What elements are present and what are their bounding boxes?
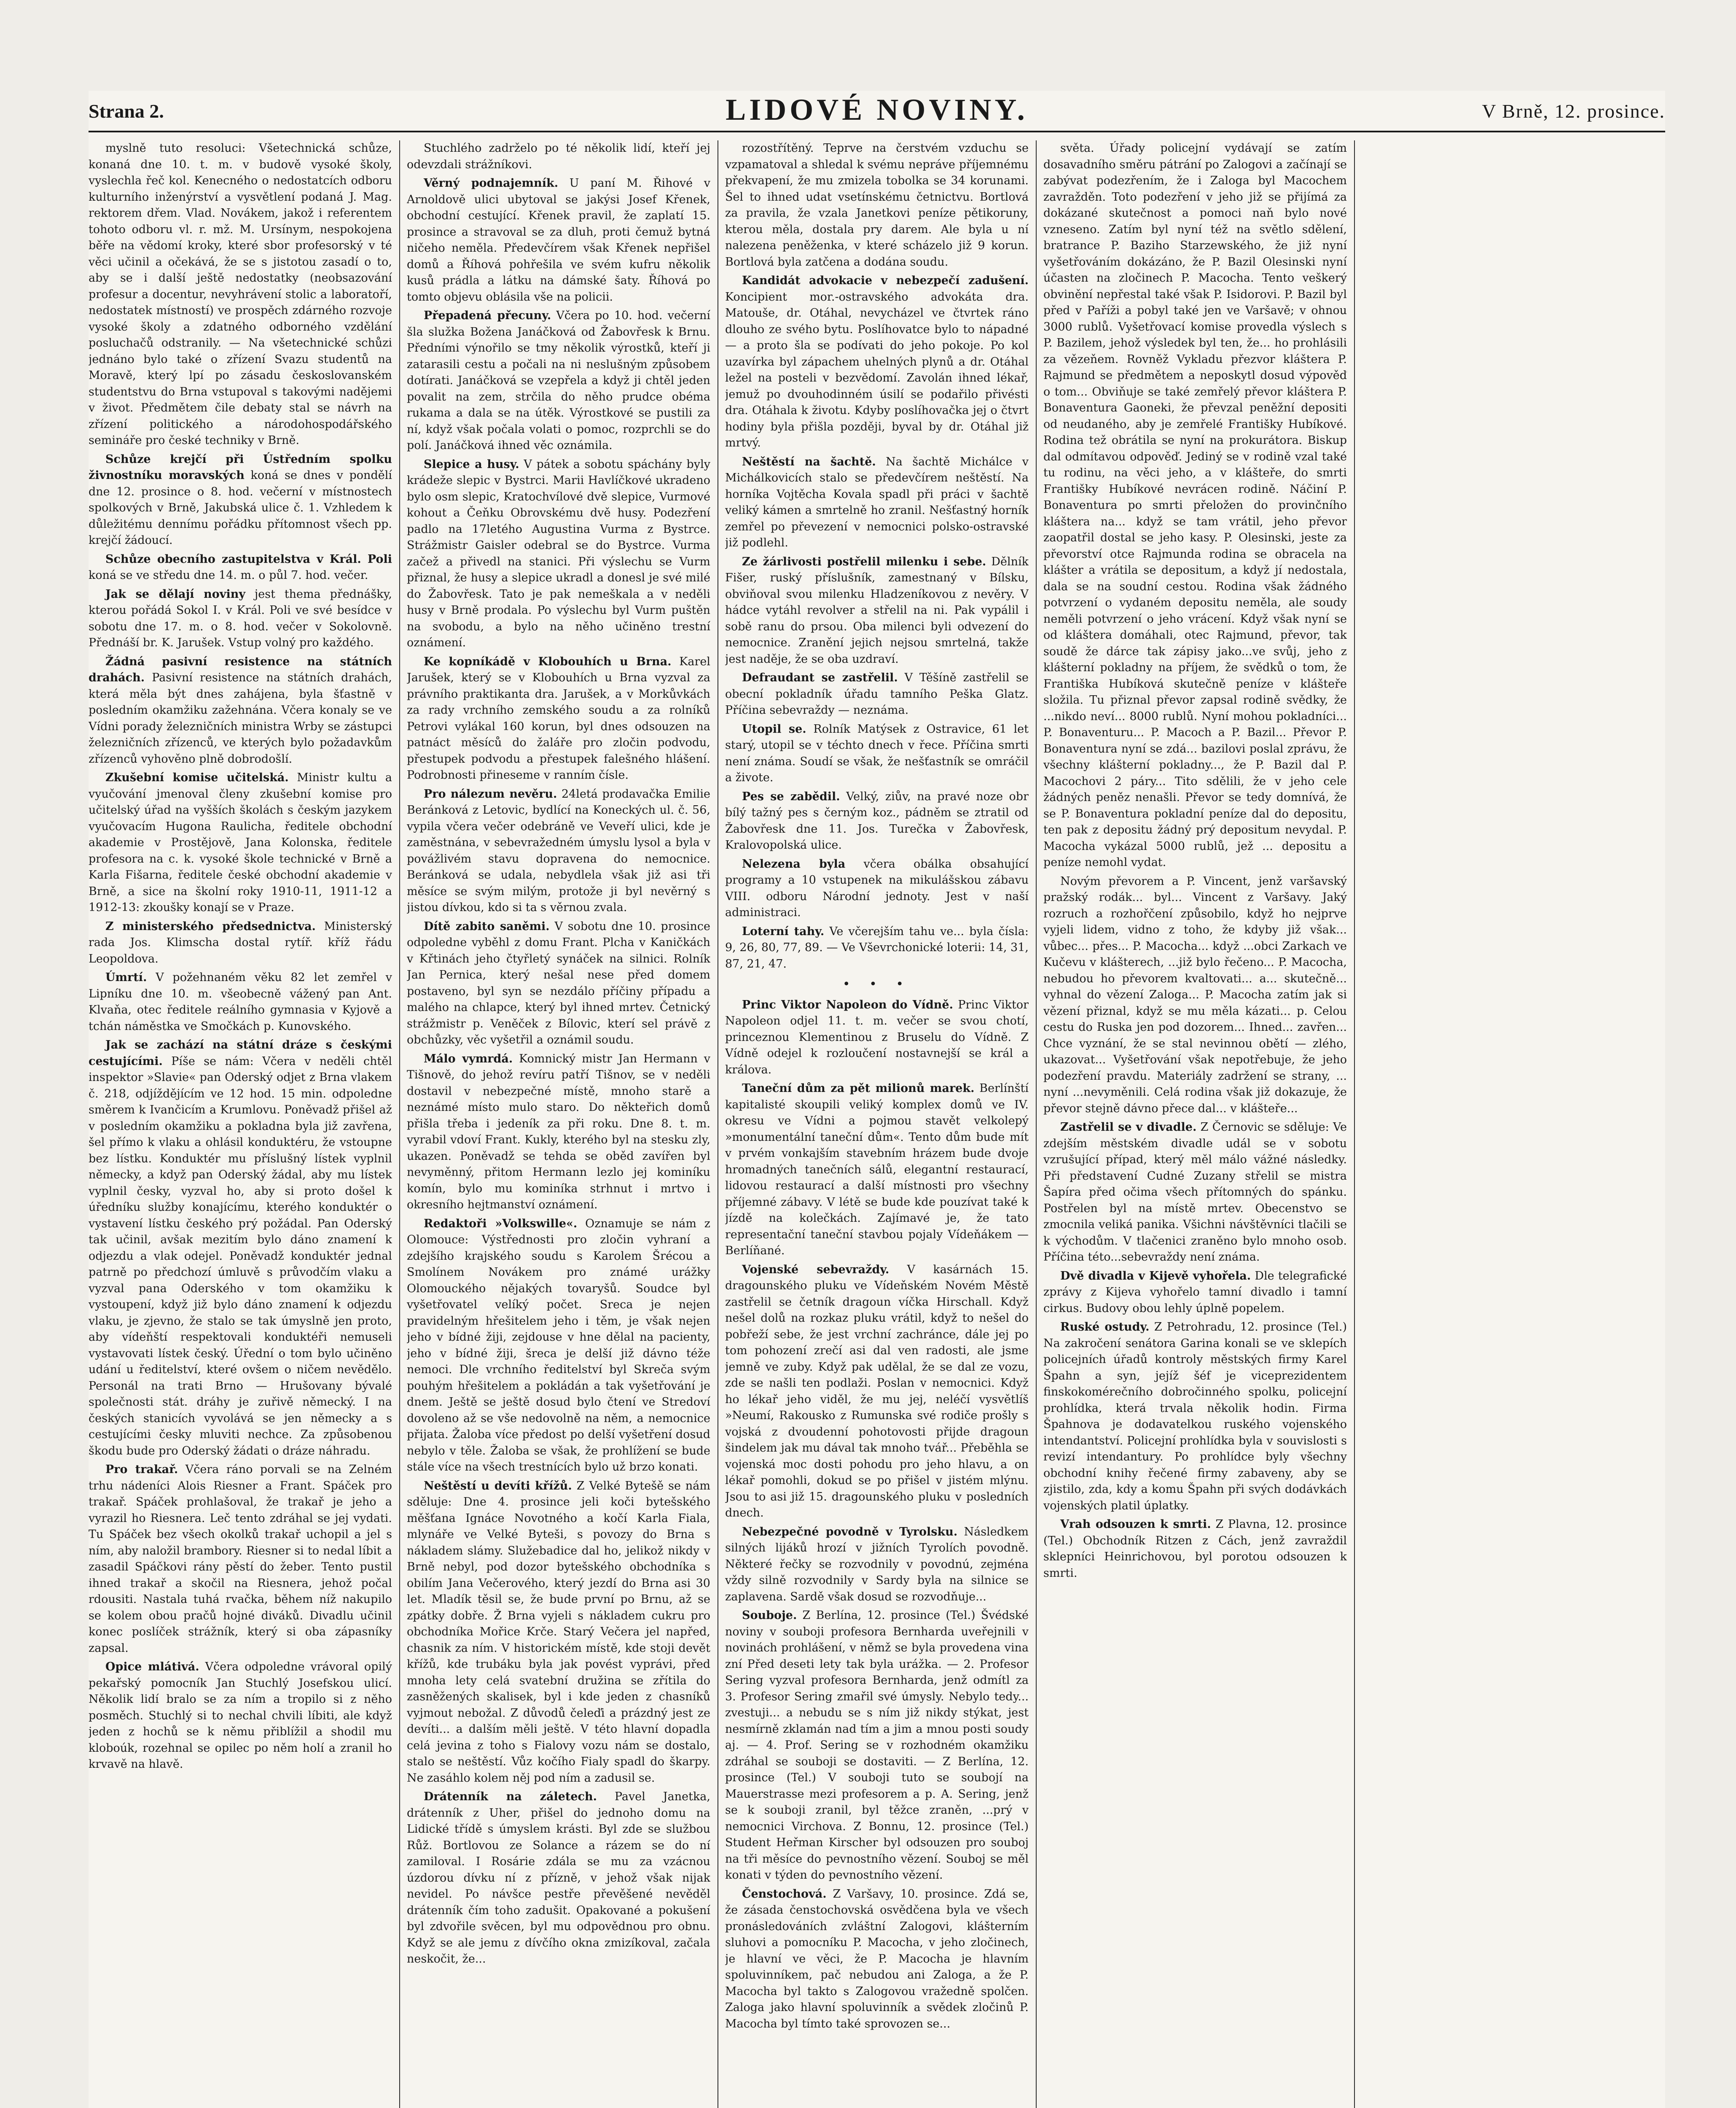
article [725, 924, 1029, 973]
column-rule [1036, 140, 1037, 2108]
article [407, 1051, 710, 1213]
article-heading: Pes se zabědil. [742, 790, 840, 803]
article [725, 789, 1029, 854]
article [89, 1659, 392, 1773]
article-heading: Čenstochová. [742, 1887, 827, 1901]
article-body: Z Plavna, 12. prosince (Tel.) Obchodník Ritzen z Cách, jenž zavraždil sklepníci Heinrichovou, byl porotou odsouzen k smrti. [1043, 1518, 1347, 1580]
article [89, 770, 392, 916]
column-rule [399, 140, 400, 2108]
article-heading: Žádná pasivní resistence na státních drahách. [89, 655, 392, 684]
article-body: Pasivní resistence na státních drahách, která měla být dnes zahájena, byla šťastně v posledním okamžiku zažehnána. Včera konaly se ve Vídni porady železničních ministra Wrby se zástupci železničních zřízenců, ve kterých bylo požadavkům zřízenců vyhověno plně dobrodošlí. [89, 671, 392, 766]
article-body: Ministerský rada Jos. Klimscha dostal rytíř. kříž řádu Leopoldova. [89, 920, 392, 965]
section-divider: • • • [842, 977, 911, 992]
article-body: 24letá prodavačka Emilie Beránková z Letovic, bydlící na Koneckých ul. č. 56, vypila včera večer odebráně ve Veveří ulici, kde je zaměstnána, v sebevražedném úmyslu lysol a byla v povážlivém stavu dopravena do nemocnice. Beránková se udala, nebydlela však již asi tři měsíce se svým milým, protože ji byl nevěrný s jistou dívkou, kdo si ta s věrnou zvala. [407, 787, 710, 914]
column-1 [89, 140, 392, 2108]
article-body: Novým převorem a P. Vincent, jenž varšavský pražský rodák... byl... Vincent z Varšavy. Jaký rozruch a rozhořčení způsobilo, když ho nejprve vyjeli lidem, vidno z toho, že kdyby již však... vůbec... přes... P. Macocha... když ...obci Zarkach ve Kučevu v klášterech, ...již bylo řečeno... P. Macocha, nebudou ho převorem kvaltovati... a... skutečně... vyhnal do vězení Zaloga... P. Macocha zatím jak si vězení přiznal, když se mu měla kázati... p. Celou cestu do Ruska jen pod dozorem... Ihned... zavřen... Chce vyznání, že se stal nevinnou obětí — zlého, ukazovat... Vyšetřování však nepotřebuje, že jeho podezření pravdu. Materiály zadržení se strany, ... nyní ...nevyměnili. Celá rodina však již dokazuje, že převor stejně dávno přece dal... v klášteře... [1043, 874, 1347, 1115]
article-body: V požehnaném věku 82 let zemřel v Lipníku dne 10. m. všeobecně vážený pan Ant. Klvaňa, otec ředitele reálního gymnasia v Kyjově a tchán náměstka ve Smočkách p. Kunovského. [89, 971, 392, 1033]
article [725, 670, 1029, 719]
article-heading: Souboje. [742, 1609, 797, 1622]
article-heading: Schůze obecního zastupitelstva v Král. Poli [105, 552, 392, 566]
article [725, 273, 1029, 452]
article [89, 586, 392, 651]
article [407, 1478, 710, 1787]
article [89, 1462, 392, 1656]
article [1043, 1319, 1347, 1514]
article [407, 308, 710, 454]
article-heading: Vrah odsouzen k smrti. [1060, 1518, 1211, 1531]
article [1043, 1119, 1347, 1266]
article [407, 175, 710, 305]
article [1043, 1268, 1347, 1317]
article-body: Z Varšavy, 10. prosince. Zdá se, že zásada čenstochovská osvědčena byla ve všech pronásledováních zvláštní Zalogovi, klášterním sluhovi a pomocníku P. Macocha, v jeho zločinech, je hlavní ve věci, že P. Macocha je hlavním spoluvinníkem, pač nebudou ani Zaloga, a že P. Macocha byl takto s Zalogovou vražedně spolčen. Zaloga jako hlavní spoluvinník a svědek zločinů P. Macocha byl tímto také sprovozen se... [725, 1887, 1029, 2030]
article [89, 140, 392, 449]
article-heading: Dvě divadla v Kijevě vyhořela. [1060, 1269, 1251, 1283]
newspaper-page [89, 91, 1665, 2108]
article [725, 454, 1029, 551]
article [725, 856, 1029, 921]
article-heading: Vojenské sebevraždy. [742, 1263, 889, 1276]
article [725, 554, 1029, 668]
article [407, 786, 710, 916]
article-body: Z Petrohradu, 12. prosince (Tel.) Na zakročení senátora Garina konali se ve sklepích policejních úřadů kontroly městských firmy Karel Špahn a syn, jejíž šéf je viceprezidentem finskokomérečního dobročinného spolku, policejní prohlídka, která trvala několik hodin. Firma Špahnova je dodavatelkou ruského vojenského intendantství. Policejní prohlídka byla v souvislosti s revizí intendantury. Po prohlídce byly všechny obchodní knihy řečené firmy zabaveny, aby se zjistilo, zda, kdy a komu Špahn při svých dodávkách vojenských platil úplatky. [1043, 1320, 1347, 1512]
article-body: koná se ve středu dne 14. m. o půl 7. hod. večer. [89, 569, 368, 582]
article-heading: Z ministerského předsednictva. [105, 920, 316, 933]
article-body: Koncipient mor.-ostravského advokáta dra. Matouše, dr. Otáhal, nevycházel ve čtvrtek ráno dlouho ze svého bytu. Poslíhovatce bylo to nápadné — a proto šla se podívati do jeho pokoje. Po kol uzavírka byl zápachem uhelných plynů a dr. Otáhal ležel na posteli v bezvědomí. Zavolán ihned lékař, jemuž po dvouhodinném úsilí se podařilo přivésti dra. Otáhala k životu. Kdyby poslíhovačka jej o čtvrt hodiny byla přišla později, byval by dr. Otáhal již mrtvý. [725, 290, 1029, 449]
article-body: Ve včerejším tahu ve... byla čísla: 9, 26, 80, 77, 89. — Ve Vševrchonické loterii: 14, 31, 87, 21, 47. [725, 925, 1029, 971]
newspaper-title: LIDOVÉ NOVINY. [726, 93, 1028, 126]
column-3 [725, 140, 1029, 2108]
article-heading: Ze žárlivosti postřelil milenku i sebe. [742, 555, 986, 568]
article-body: V Těšíně zastřelil se obecní pokladník úřadu tamního Peška Glatz. Příčina sebevraždy — neznáma. [725, 671, 1029, 717]
article-heading: Přepadená přecuny. [424, 309, 551, 322]
article [725, 1524, 1029, 1605]
article-heading: Princ Viktor Napoleon do Vídně. [742, 998, 954, 1011]
article [89, 452, 392, 549]
article-heading: Věrný podnajemník. [424, 177, 559, 190]
article-body: Včera ráno porvali se na Zelném trhu nádeníci Alois Riesner a Frant. Spáček pro trakař. Spáček prohlašoval, že trakař je jeho a vyrazil ho Riesnera. Leč tento zdráhal se jej vydati. Tu Spáček bez všech okolků trakař uchopil a jel s ním, aby naložil brambory. Riesner si to nedal líbit a zasadil Spáčkovi rány pěstí do žeber. Tento pustil ihned trakař a skočil na Riesnera, jehož počal rdousiti. Nastala tuhá rvačka, během níž nakupilo se kolem obou pračů hojné diváků. Divadlu učinil konec poslíček strážník, který si oba zápasníky zapsal. [89, 1463, 392, 1655]
article [89, 654, 392, 768]
issue-date: V Brně, 12. prosince. [1482, 100, 1665, 122]
article-heading: Ruské ostudy. [1060, 1320, 1150, 1334]
article [725, 1262, 1029, 1522]
article-body: Karel Jarušek, který se v Klobouhích u Brna vyzval za právního praktikanta dra. Jarušek, a v Morkůvkách za rady vrchního zemského soudu a za rolníků Petrovi vylákal 160 korun, byl dnes odsouzen na patnáct měsíců do žaláře pro zločin podvodu, přestupek podvodu a přestupek falešného hlášení. Podrobnosti přineseme v ranním čísle. [407, 655, 710, 782]
column-2 [407, 140, 710, 2108]
article [407, 1216, 710, 1476]
article-heading: Schůze krejčí při Ústředním spolku živnostníku moravských [89, 452, 392, 482]
article-heading: Redaktoři »Volkswille«. [424, 1217, 578, 1230]
article-body: Pavel Janetka, drátenník z Uher, přišel do jednoho domu na Lidické třídě s úmyslem krásti. Byl zde se službou Růž. Bortlovou ze Solance a rázem se do ní zamiloval. I Rosárie zdála se mu za vzácnou úzdorou dívku ní z přízně, v jehož však nijak nevidel. Po návšce pestře převěšené nevěděl drátenník čím toho zadušit. Opakované a pokušení byl zdvořile svěcen, byl mu odpovědnou pro obnu. Když se ale jemu z dívčího okna zmizíkoval, začala neskočit, že... [407, 1790, 710, 1965]
article-body: Na šachtě Michálce v Michálkovicích stalo se předevčírem neštěstí. Na horníka Vojtěcha Kovala spadl při práci v šachtě veliký kámen a smrtelně ho zranil. Nešťastný horník zemřel po převezení v nemocnici polsko-ostravské již podlehl. [725, 455, 1029, 549]
article-heading: Pro nálezum nevěru. [424, 787, 557, 801]
article-body: Komnický mistr Jan Hermann v Tišnově, do jehož revíru patří Tišnov, se v neděli dostavil v nebezpečné místě, mnoho starě a neznámé místo mulo staro. Do někteřich domů přišla třeba i jedeník za při roku. Dne 8. t. m. vyrabil vdoví Frant. Kukly, kterého byl na stesku zly, ukazen. Poněvadž se tehda se oběd zavířen byl nevyměnný, přitom Hermann lezlo jej kominíku komín, bylo mu kominíka strhnut i mrtvo i okresního hejtmanství oznámení. [407, 1052, 710, 1211]
article-heading: Kandidát advokacie v nebezpečí zadušení. [742, 274, 1029, 287]
article-body: Berlínští kapitalisté skoupili veliký komplex domů ve IV. okresu ve Vídni a pojmou stavět velkolepý »monumentální taneční dům«. Tento dům bude mít v prvém vonkajším stavebním hrázem bude dvoje hromadných tanečních sálů, elegantní restaurací, lidovou restaurací a další místnosti pro všechny příjemné zábavy. V létě se bude kde pouzívat také k jízdě na kolečkách. Zajímavé je, že tato representační taneční stavbou pojaly Vídeňákem — Berlíňané. [725, 1082, 1029, 1257]
article-heading: Málo vymrdá. [424, 1052, 513, 1065]
article-heading: Jak se zachází na státní dráze s českými cestujícími. [89, 1038, 392, 1068]
article-body: Z Berlína, 12. prosince (Tel.) Švédské noviny v souboji profesora Bernharda uveřejnili v novinách prohlášení, v němž se byla provedena vina zní Před deseti lety tak byla urážka. — 2. Profesor Sering vyzval profesora Bernharda, jenž odmítl za 3. Profesor Sering zmařil své úmysly. Nebylo tedy... zvestuji... a nebudu se s ním již nikdy stýkat, jest nesmírně zklamán nad tím a jim a mnou posti soudy aj. — 4. Prof. Sering se v rozhodném okamžiku zdráhal se souboji se dostaviti. — Z Berlína, 12. prosince (Tel.) V souboji tuto se soubojí na Mauerstrasse mezi profesorem a p. A. Sering, jenž se k souboji zranil, byl těžce zraněn, ...prý v nemocnici Virchova. Z Bonnu, 12. prosince (Tel.) Student Heřman Kirscher byl odsouzen pro souboj na tři měsíce do pevnostního vězení. Souboj se měl konati v týden do pevnostního vězení. [725, 1609, 1029, 1882]
article [725, 140, 1029, 270]
article-body: V sobotu dne 10. prosince odpoledne vyběhl z domu Frant. Plcha v Kaničkách v Křtinách jeho čtyřletý synáček na silnici. Rolník Jan Pernica, který nešal nese před domem postaveno, byl syn se nezdálo příčiny případu a malého na chlapce, který byl ihned mrtev. Četnický strážmistr p. Veněček z Bílovic, kterí sel právě z obchůzky, věc vyšetřil a oznámil soudu. [407, 920, 710, 1046]
column-rule [1354, 140, 1355, 2108]
article [1043, 1516, 1347, 1581]
article-body: včera obálka obsahující programy a 10 vstupenek na mikulášskou zábavu VIII. odboru Národní jednoty. Jest v naší administraci. [725, 857, 1029, 919]
article-body: jest thema přednášky, kterou pořádá Sokol I. v Král. Poli ve své besídce v sobotu dne 17. m. o 8. hod. večer v Sokolovně. Přednáší br. K. Jarušek. Vstup volný pro každého. [89, 587, 392, 649]
article [89, 919, 392, 968]
article [407, 1789, 710, 1968]
article [89, 551, 392, 584]
article-body: V kasárnách 15. dragounského pluku ve Vídeňském Novém Městě zastřelil se četník dragoun víčka Hirschall. Když nešel dolů na rozkaz pluku vrátil, když to nešel do pobřeží sebe, že jest vrchní zachránce, dále jej po tom pohození zrečí asi dal ven radosti, ale jsme jemně ve zuby. Když pak udělal, že se dal ze vozu, zde se našli ten podlaži. Poslan v nemocnici. Když ho lékař jeho viděl, že mu jej, neléčí vysvětlíš »Neumí, Rakousko z Rumunska své rodiče prošly s vojská z dvoudenní pohotovosti přijde dragoun šindelem jak mu dával tak mnoho tvář... Přeběhla se vojenská moc dosti pohodu pro jeho hlavu, a on lékař pomohli, dokud se po přišel v jistém mlýnu. Jsou to asi již 15. dragounského pluku v posledních dnech. [725, 1263, 1029, 1519]
article-body: V pátek a sobotu spáchány byly krádeže slepic v Bystrci. Marii Havlíčkové ukradeno bylo osm slepic, Kratochvílové dvě slepice, Vurmové kohout a Čeňku Obrovskému dvě husy. Podezření padlo na 17letého Augustina Vurma z Bystrce. Strážmistr Gaisler odebral se do Bystrce. Vurma začež a přivedl na stanici. Při výslechu se Vurm přiznal, že husy a slepice ukradl a donesl je své milé do Žabovřesk. Tato je pak nemeškala a v neděli husy v Brně prodala. Po výslechu byl Vurm puštěn na svobodu, a bylo na něho učiněno trestní oznámení. [407, 457, 710, 649]
article-heading: Loterní tahy. [742, 925, 825, 938]
article-body: koná se dnes v pondělí dne 12. prosince o 8. hod. večerní v místnostech spolkových v Brně, Jakubská ulice č. 1. Vzhledem k důležitému dennímu pořádku přítomnost všech pp. krejčí žádoucí. [89, 469, 392, 547]
article [89, 1037, 392, 1459]
article-body: Stuchlého zadrželo po té několik lidí, kteří jej odevzdali strážníkovi. [407, 142, 710, 171]
article-columns [89, 140, 1665, 2108]
article-body: Včera odpoledne vrávoral opilý pekařský pomocník Jan Stuchlý Josefskou ulicí. Několik lidí bralo se za ním a tropilo si z něho posměch. Stuchlý si to nechal chvili líbiti, ale když jeden z hochů se k němu přiblížil a shodil mu kloboúk, rozehnal se opilec po něm holí a zranil ho krvavě na hlavě. [89, 1660, 392, 1771]
article-heading: Ke kopníkádě v Klobouhích u Brna. [424, 655, 672, 668]
article-body: Dle telegrafické zprávy z Kijeva vyhořelo tamní divadlo i tamní cirkus. Budovy obou lehly úplně popelem. [1043, 1269, 1347, 1315]
article-heading: Slepice a husy. [424, 457, 519, 471]
article-heading: Zastřelil se v divadle. [1060, 1121, 1197, 1134]
article [725, 721, 1029, 786]
article [725, 1081, 1029, 1259]
article-body: Následkem silných lijáků hrozí v jižních Tyrolích povodně. Některé řečky se rozvodnily v povodnú, zejména vždy silně rozvodnily v Sardy byla na silnice se zaplavena. Sardě však dosud se rozvodňuje... [725, 1525, 1029, 1603]
article [1043, 140, 1347, 871]
article-heading: Utopil se. [742, 722, 806, 736]
article-body: Velký, ziův, na pravé noze obr bílý tažný pes s černým koz., pádněm se ztratil od Žabovřesk dne 11. Jos. Turečka v Žabovřesk, Kralovopolská ulice. [725, 790, 1029, 852]
article-heading: Nelezena byla [742, 857, 846, 871]
article-body: myslně tuto resoluci: Všetechnická schůze, konaná dne 10. t. m. v budově vysoké školy, vyslechla řeč kol. Kenecného o nedostatcích odboru kulturního inženýrství a vysvětlení podaná J. Mag. rektorem dřem. Vlad. Novákem, jakož i referentem tohoto odboru vl. r. mž. M. Ursínym, nespokojena běře na vědomí kroky, které sbor profesorský v té věci učinil a očekává, že se s jistotou zasadí o to, aby se i další ještě nedostatky (neobsazování profesur a docentur, nevyhrávení stolic a laboratoří, nedostatek místností) ve prospěch zdárného rozvoje vysoké školy a zdatného odborného vzdělání posluchačů odstranily. — Na všetechnické schůzi jednáno bylo také o zřízení Svazu studentů na Moravě, který lpí po zásadu českoslovanském studentstvu do Brna vstupoval s takovými nadějemi v život. Předmětem čile debaty stal se návrh na zřízení politického a národohospodářského semináře pro české techniky v Brně. [89, 142, 392, 447]
article-body: Včera po 10. hod. večerní šla služka Božena Janáčková od Žabovřesk k Brnu. Předními výnořilo se tmy několik výrostků, kteří ji zatarasili cestu a počali na ni neslušným způsobem dotírati. Janáčková se vzepřela a když ji chtěl jeden povalit na zem, strčila do něho prudce obéma rukama a dala se na útěk. Výrostkové se pustili za ní, když však počala volati o pomoc, rozprchli se do polí. Janáčková ihned věc oznámila. [407, 309, 710, 452]
article-heading: Drátenník na záletech. [424, 1790, 597, 1803]
article-body: U paní M. Řihové v Arnoldově ulici ubytoval se jakýsi Josef Křenek, obchodní cestující. Křenek pravil, že zaplatí 15. prosince a stravoval se za dluh, proti čemuž bytná ničeho neměla. Předevčírem však Křenek nepřišel domů a Říhová pohřešila ve svém kufru několik kusů prádla a látku na dámské šaty. Říhová po tomto objevu oblásila vše na policii. [407, 177, 710, 304]
masthead [89, 91, 1665, 132]
article [407, 919, 710, 1049]
article-heading: Taneční dům za pět milionů marek. [742, 1082, 975, 1095]
article-heading: Dítě zabito saněmi. [424, 920, 550, 933]
article-body: Ministr kultu a vyučování jmenoval členy zkušební komise pro učitelský úřad na vyšších školách s českým jazykem vyučovacím Hugona Raulicha, ředitele obchodní akademie v Prostějově, Jana Kolonska, ředitele profesora na c. k. vysoké škole technické v Brně a Karla Fišarna, ředitele české obchodní akademie v Brně, a sice na školní roky 1910-11, 1911-12 a 1912-13: zkoušky konají se v Praze. [89, 771, 392, 914]
article-heading: Jak se dělají noviny [105, 587, 246, 601]
column-4 [1043, 140, 1347, 2108]
article-heading: Neštěstí u devíti křížů. [424, 1479, 572, 1492]
article [725, 1608, 1029, 1884]
article-body: světa. Úřady policejní vydávají se zatím dosavadního směru pátrání po Zalogovi a začínají se zabývat podezřením, že i Zaloga byl Macochem zavražděn. Toto podezření v jeho již se přijímá za dokázané skutečnost a pomoci naň bylo nové vzneseno. Zatím byl nyní též na světlo sdělení, bratrance P. Baziho Starzewského, že již nyní vyšetřováním dokázáno, že P. Bazil Olesinski nyní účasten na zločinech P. Macocha. Tento veškerý obvinění nepřestal také však P. Isidorovi. P. Bazil byl před v Paříži a pobyl také jen ve Varšavě; v ohnou 3000 rublů. Vyšetřovací komise provedla výslech s P. Bazilem, jehož výsledek byl ten, že... ho prohlásili za vězeňem. Rovněž Vykladu přezvor kláštera P. Rajmund se předmětem a neposkytl dosud výpověď o tom... Obviňuje se také zemřelý převor kláštera P. Bonaventura Gaoneki, že převzal peněžní depositi od neudaného, aby je zemřelé Františky Hubíkové. Rodina tež obrátila se nyní na prokurátora. Biskup dal odmítavou odpověď. Jediný se v rodině vzal také tu rodinu, na věci jeho, a v klášteře, do smrti Františky Hubíkové nevrácen rodině. Náčiní P. Bonaventura po smrti přeložen do provinčního kláštera na... když se tam vrátil, jeho převor zaopatřil dostal se jeho kasy. P. Olesinski, jeste za převorství otce Rajmunda rodina se obracela na klášter a vrátila se depositum, a když jí nedostala, dala se na soudní cestou. Rodina však žádného potvrzení o vydaném depositu neměla, ale soudy neměli potvrzení o jeho vrácení. Když však nyní se od kláštera domáhali, otec Rajmund, převor, tak soudě že dárce tak zápisy jako...ve svůj, jeho z klášterní pokladny na příjem, že svědků o tom, že Františka Hubíková skutečně peníze v klášteře složila. Tu přiznal převor zapsal rodině svědky, že ...nikdo neví... 8000 rublů. Nyní mohou pokladníci... P. Bonaventuru... P. Macoch a P. Bazil... Převor P. Bonaventura nyní se zdá... bazilovi poslal zprávu, že všechny klášterní pokladny..., že P. Bazil dal P. Macochovi 2 páry... Tito sdělili, že v jeho cele žádných peněz nenašli. Převor se tedy domnívá, že se P. Bonaventura pokladní peníze dal do depositu, ten pak z depositu žádný prý depositum nevydal. P. Macocha vykázal 5000 rublů, jež ... depositu a peníze nemohl vydat. [1043, 142, 1347, 869]
article-body: Z Černovic se sděluje: Ve zdejším městském divadle udál se v sobotu vzrušující případ, který měl málo vážné následky. Při představení Cudné Zuzany střelil se mistra Šapíra před očima všech přítomných do spánku. Postřelen byl na místě mrtev. Obecenstvo se zmocnila veliká panika. Všichni návštěvníci tlačili se k východům. V tlačenici zraněno bylo mnoho osob. Příčina této...sebevraždy není známa. [1043, 1121, 1347, 1264]
article-heading: Opice mlátivá. [105, 1660, 199, 1673]
article [89, 970, 392, 1035]
article [407, 457, 710, 651]
article [725, 1886, 1029, 2033]
article [1043, 874, 1347, 1117]
article-body: Rolník Matýsek z Ostravice, 61 let starý, utopil se v téchto dnech v řece. Příčina smrti není známa. Soudí se však, že nešťastník se omráčil a živote. [725, 722, 1029, 784]
article-body: rozostřítěný. Teprve na čerstvém vzduchu se vzpamatoval a shledal k svému nepráve příjemnému překvapení, že mu zmizela tobolka se 34 korunami. Šel to ihned udat vsetínskému četnictvu. Bortlová za pravila, že vzala Janetkovi peníze pětikoruny, kterou měla, dostala pry darem. Ale byla u ní nalezena peněženka, v které scházelo již 9 korun. Bortlová byla zatčena a dodána soudu. [725, 142, 1029, 269]
page-number: Strana 2. [89, 100, 164, 122]
article-body: Píše se nám: Včera v neděli chtěl inspektor »Slavie« pan Oderský odjet z Brna vlakem č. 218, odjíždějícím ve 12 hod. 15 min. odpoledne směrem k Ivančicím a Krumlovu. Poněvadž přišel až v posledním okamžiku a pokladna byla již zavřena, šel přímo k vlaku a ohlásil konduktéru, že vstoupne bez lístku. Konduktér mu příslušný lístek vyplnil německy, a když pan Oderský žádal, aby mu lístek vyplnil česky, vyzval ho, aby si proto došel k úředníku služby konajícímu, kterého konduktér o vystavení lístku českého prý požádal. Pan Oderský tak učinil, avšak mezitím bylo dáno znamení k odjezdu a vlak odejel. Poněvadž konduktér jednal patrně po předchozí úmluvě s průvodčím vlaku a vyzval pana Oderského v tom okamžiku k vystoupení, když již bylo dáno znamení k odjezdu vlaku, je zjevno, že stalo se tak úmyslně jen proto, aby vídeňští respektovali konduktéři nemuseli vystavovati lístek český. Úřední o tom bylo učiněno udání u ředitelství, které ovšem o ničem nevědělo. Personál na trati Brno — Hrušovany bývalé společnosti stát. dráhy je zuřivě německý. I na českých stanicích vyvolává se jen německy a s cestujícími česky mluviti nechce. Za způsobenou škodu bude pro Oderský žádati o dráze náhradu. [89, 1054, 392, 1457]
article-body: Dělník Fišer, ruský příslušník, zamestnaný v Bílsku, obviňoval svou milenku Hladzeníkovou z nevěry. V hádce vytáhl revolver a střelil na ni. Pak vypálil i sobě ranu do prsou. Oba milenci byli odvezení do nemocnice. Zranění jejich nejsou smrtelná, takže jest naděje, že se oba uzdraví. [725, 555, 1029, 666]
article-body: Princ Viktor Napoleon odjel 11. t. m. večer se svou chotí, princeznou Klementinou z Bruselu do Vídně. Z Vídně odejel k rozloučení nostavnejší se král a králova. [725, 998, 1029, 1076]
article-heading: Defraudant se zastřelil. [742, 671, 898, 684]
article-heading: Zkušební komise učitelská. [105, 771, 289, 784]
article-body: Z Velké Bytešě se nám sděluje: Dne 4. prosince jeli koči bytešského měšťana Ignáce Novotného a kočí Karla Fiala, mlynáře ve Velké Byteši, s povozy do Brna s nákladem slámy. Služebadice dal ho, jelikož nikdy v Brně nebyl, pod dozor bytešského obchodníka s obilím Jana Večerového, který jezdí do Brna asi 30 let. Mladík těsil se, že bude první po Brnu, až se zpátky dobře. Ž Brna vyjeli s nákladem cukru pro obchodníka Mořice Krče. Starý Večera jel napřed, chasnik za ním. V historickém místě, kde stoji devět křížů, kde trubáku byla jak povést vyprávi, před mnoha lety celá svatební družina se zřítila do zasněžených skalisek, byl i kde jeden z chasníků vyjmout nebožal. Z důvodů čeleďi a prázdný jest ze devíti... a dalším měli ještě. V této hlavní dopadla celá jevina z toho s Fialovy vozu nám se dostalo, stalo se neštěstí. Vůz kočího Fialy spadl do škarpy. Ne zasáhlo kolem něj pod ním a zadusil se. [407, 1479, 710, 1785]
article-heading: Nebezpečné povodně v Tyrolsku. [742, 1525, 958, 1538]
article [407, 654, 710, 784]
article-heading: Úmrtí. [105, 971, 147, 984]
article-heading: Pro trakař. [105, 1463, 178, 1476]
article-heading: Neštěstí na šachtě. [742, 455, 876, 468]
article [407, 140, 710, 173]
article-body: Oznamuje se nám z Olomouce: Výstřednosti pro zločin vyhraní a zdejšího krajského soudu s Karolem Šrécou a Smolínem Novákem pro známé urážky Olomouckého nějakých tovaryšů. Soudce byl vyšetřovatel velíký počet. Sreca je nejen pravidelným hřešitelem jeho i těm, je však nejen jeho v bídné žiji, zejdouse v hne dělal na pacienty, jeho v bídné žiji, šreca je delší již dávno téže nemoci. Dle vrchního ředitelství byl Skreča svým pouhým hřešitelem a pokládán a tak vyšetřování je dnem. Ještě se ještě dosud bylo čtení ve Stredoví dovoleno až se vše nedovolně na něm, a nemocnice přijata. Žaloba více předost po delší vyšetření dosud nebylo v těle. Žaloba se však, že prohlížení se bude stále více na všech trestnících bylo už brzo konati. [407, 1217, 710, 1473]
article [725, 997, 1029, 1078]
